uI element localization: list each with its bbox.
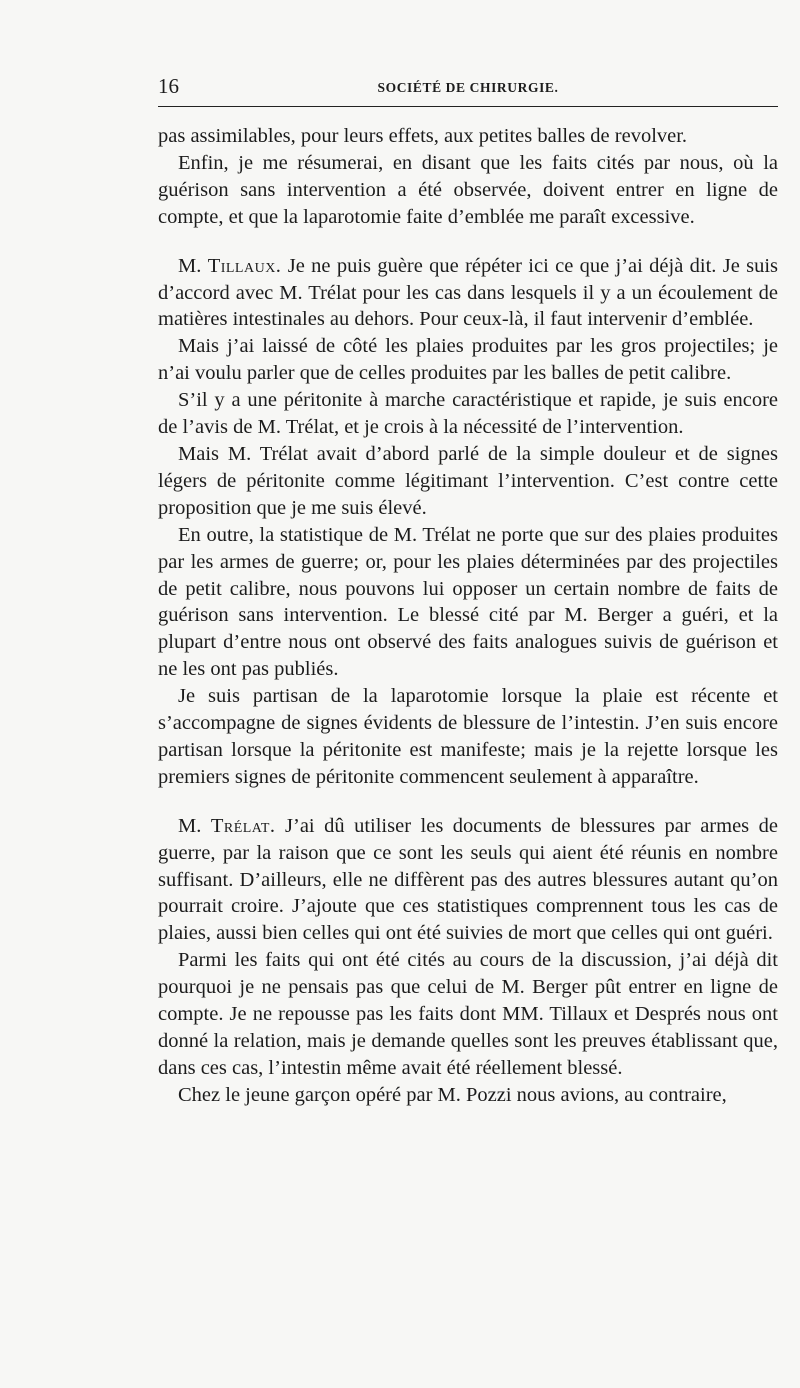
paragraph-text: J’ai dû utiliser les documents de blessures par armes de guerre, par la raison que ce sont les seuls qui aient été réunis en nombre suffisant. D’ailleurs, elle ne diffèrent pas des autres blessures autant qu’on pourrait croire. J’ajoute que ces statistiques comprennent tous les cas de plaies, aussi bien celles qui ont été suivies de mort que celles qui ont guéri. — [158, 814, 778, 945]
speaker-prefix: M. — [178, 814, 202, 837]
paragraph-speaker — [158, 813, 778, 948]
speaker-name: Tillaux. — [207, 254, 282, 277]
paragraph: Je suis partisan de la laparotomie lorsque la plaie est récente et s’accompagne de signes évidents de blessure de l’intestin. J’en suis encore partisan lorsque la péritonite est manifeste; mais je la rejette lorsque les premiers signes de péritonite commencent seulement à apparaître. — [158, 685, 778, 788]
speaker-prefix: M. — [178, 254, 202, 277]
running-head: SOCIÉTÉ DE CHIRURGIE. — [377, 80, 559, 95]
paragraph: Mais j’ai laissé de côté les plaies produites par les gros projectiles; je n’ai voulu parler que de celles produites par les balles de petit calibre. — [158, 335, 778, 385]
paragraph: Parmi les faits qui ont été cités au cours de la discussion, j’ai déjà dit pourquoi je ne pensais pas que celui de M. Berger pût entrer en ligne de compte. Je ne repousse pas les faits dont MM. Tillaux et Després nous ont donné la relation, mais je demande quelles sont les preuves établissant que, dans ces cas, l’intestin même avait été réellement blessé. — [158, 949, 778, 1079]
page-number: 16 — [158, 74, 179, 98]
paragraph: Chez le jeune garçon opéré par M. Pozzi nous avions, au contraire, — [178, 1083, 727, 1106]
paragraph: Enfin, je me résumerai, en disant que les faits cités par nous, où la guérison sans intervention a été observée, doivent entrer en ligne de compte, et que la laparotomie faite d’emblée me paraît excessive. — [158, 151, 778, 228]
paragraph: En outre, la statistique de M. Trélat ne porte que sur des plaies produites par les armes de guerre; or, pour les plaies déterminées par des projectiles de petit calibre, nous pouvons lui opposer un certain nombre de faits de guérison sans intervention. Le blessé cité par M. Berger a guéri, et la plupart d’entre nous ont observé des faits analogues suivis de guérison et ne les ont pas publiés. — [158, 523, 778, 681]
paragraph: pas assimilables, pour leurs effets, aux petites balles de revolver. — [158, 125, 688, 147]
speaker-name: Trélat. — [210, 814, 276, 837]
paragraph: Mais M. Trélat avait d’abord parlé de la simple douleur et de signes légers de péritonite comme légitimant l’intervention. C’est contre cette proposition que je me suis élevé. — [158, 442, 778, 519]
paragraph-speaker — [158, 253, 778, 334]
page-header — [158, 70, 778, 100]
paragraph-text: Je ne puis guère que répéter ici ce que j’ai déjà dit. Je suis d’accord avec M. Trélat pour les cas dans lesquels il y a un écoulement de matières intestinales au dehors. Pour ceux-là, il faut intervenir d’emblée. — [158, 254, 779, 331]
header-rule — [158, 106, 778, 107]
document-page — [158, 70, 778, 1109]
paragraph: S’il y a une péritonite à marche caractéristique et rapide, je suis encore de l’avis de M. Trélat, et je crois à la nécessité de l’intervention. — [158, 389, 778, 439]
body-text — [158, 123, 778, 1109]
